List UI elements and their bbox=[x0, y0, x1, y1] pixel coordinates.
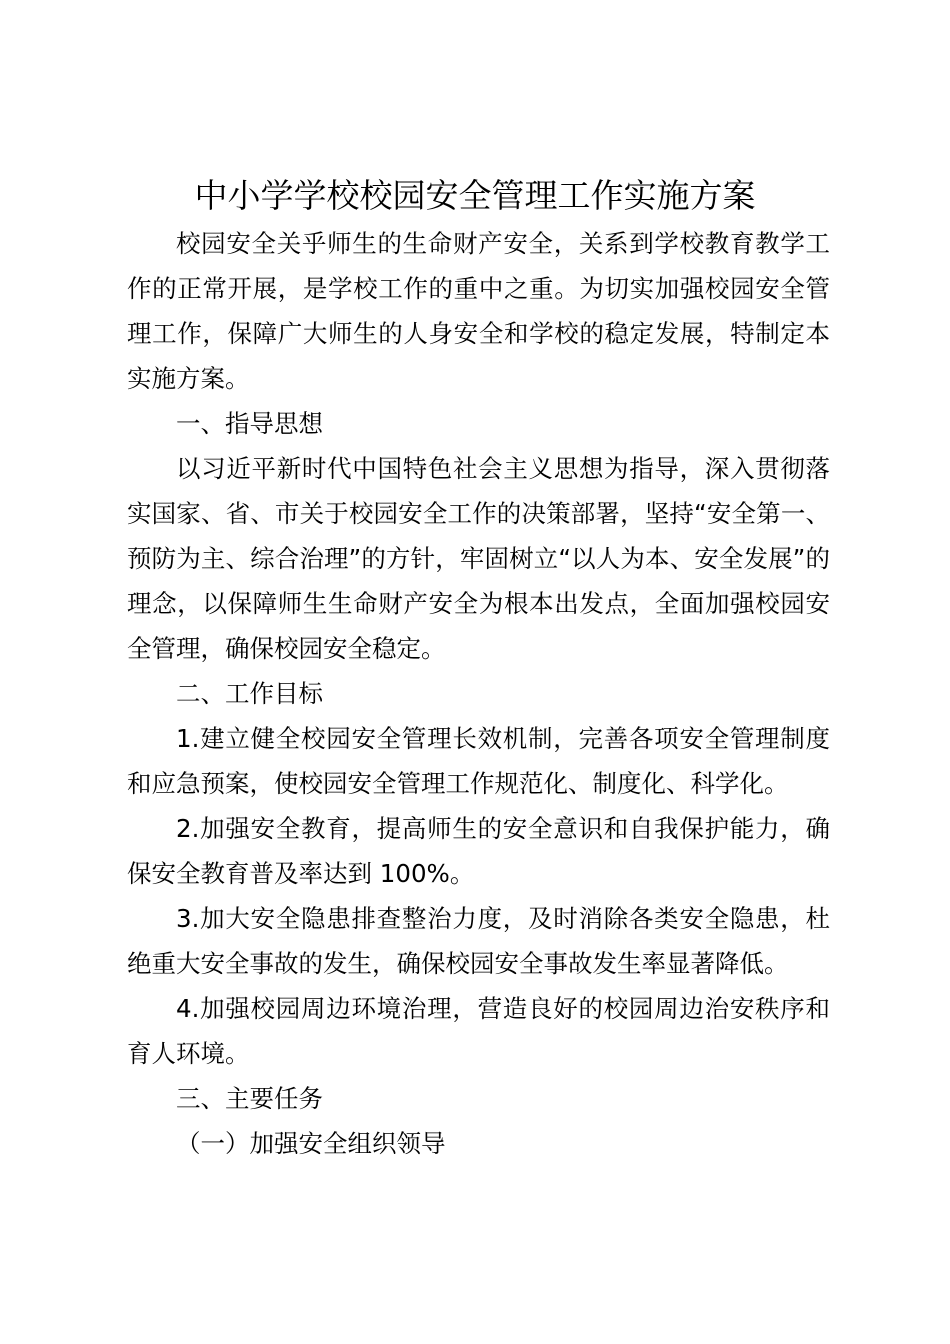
section-heading-guiding-ideology: 一、指导思想 bbox=[176, 409, 323, 438]
section-heading-main-tasks: 三、主要任务 bbox=[176, 1084, 323, 1113]
document-title: 中小学学校校园安全管理工作实施方案 bbox=[194, 176, 756, 215]
goal-item-2: 2.加强安全教育，提高师生的安全意识和自我保护能力，确保安全教育普及率达到 100%。 bbox=[127, 814, 830, 888]
section-heading-work-goals: 二、工作目标 bbox=[176, 679, 323, 708]
goal-item-4: 4.加强校园周边环境治理，营造良好的校园周边治安秩序和育人环境。 bbox=[127, 994, 830, 1068]
intro-paragraph: 校园安全关乎师生的生命财产安全，关系到学校教育教学工作的正常开展，是学校工作的重中之重。为切实加强校园安全管理工作，保障广大师生的人身安全和学校的稳定发展，特制定本实施方案。 bbox=[127, 229, 830, 393]
guiding-ideology-paragraph: 以习近平新时代中国特色社会主义思想为指导，深入贯彻落实国家、省、市关于校园安全工作的决策部署，坚持“安全第一、预防为主、综合治理”的方针，牢固树立“以人为本、安全发展”的理念，以保障师生生命财产安全为根本出发点，全面加强校园安全管理，确保校园安全稳定。 bbox=[127, 454, 830, 663]
goal-item-1: 1.建立健全校园安全管理长效机制，完善各项安全管理制度和应急预案，使校园安全管理工作规范化、制度化、科学化。 bbox=[127, 724, 830, 798]
subsection-heading-organization: （一）加强安全组织领导 bbox=[176, 1129, 446, 1158]
document-body bbox=[127, 221, 830, 1166]
goal-item-3: 3.加大安全隐患排查整治力度，及时消除各类安全隐患，杜绝重大安全事故的发生，确保校园安全事故发生率显著降低。 bbox=[127, 904, 830, 978]
